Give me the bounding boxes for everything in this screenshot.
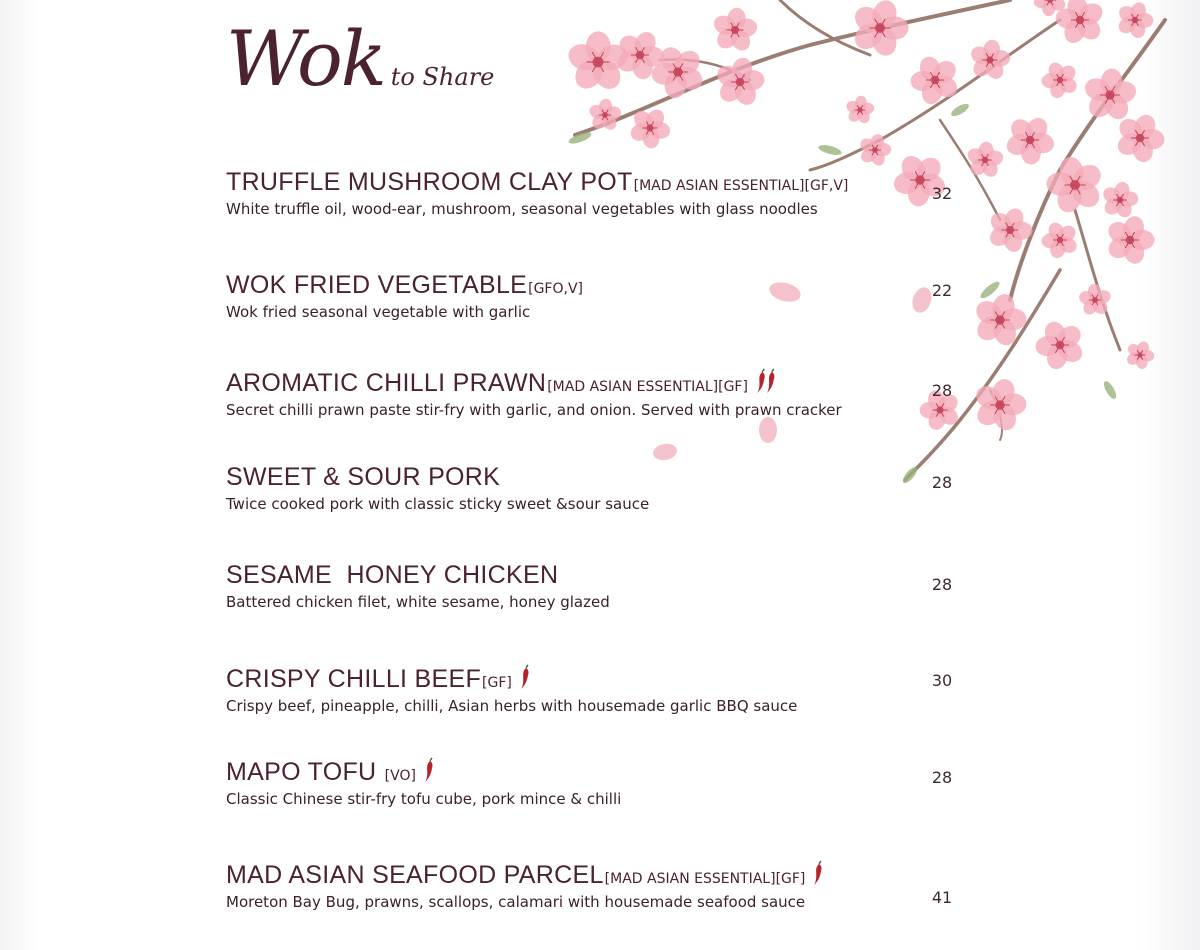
blossom-flower: [968, 39, 1011, 82]
blossom-flower: [1041, 220, 1080, 260]
dish-price: 28: [931, 768, 953, 787]
dish-description: Classic Chinese stir-fry tofu cube, pork mince & chilli: [226, 790, 622, 808]
title-main: Wok: [226, 14, 385, 103]
dish-tags: [GF]: [482, 675, 512, 691]
dish-name: SESAME HONEY CHICKEN: [226, 561, 559, 589]
chili-pepper-icon: [813, 860, 825, 890]
dish-price: 28: [931, 575, 953, 594]
menu-item: [226, 168, 848, 218]
menu-item: [226, 857, 825, 911]
blossom-flower: [1081, 68, 1138, 124]
chili-pepper-icon: [756, 368, 780, 398]
blossom-flower: [1041, 60, 1080, 100]
dish-price: 41: [931, 888, 953, 907]
blossom-flower: [844, 95, 875, 125]
dish-description: Moreton Bay Bug, prawns, scallops, calamari with housemade seafood sauce: [226, 893, 806, 911]
dish-description: Twice cooked pork with classic sticky sweet &sour sauce: [226, 495, 650, 513]
blossom-flower: [965, 141, 1004, 180]
dish-description: Battered chicken filet, white sesame, honey glazed: [226, 593, 610, 611]
dish-name: MAPO TOFU: [226, 758, 384, 786]
dish-name: CRISPY CHILLI BEEF: [226, 665, 482, 693]
dish-name: AROMATIC CHILLI PRAWN: [226, 369, 547, 397]
blossom-flower: [1046, 154, 1106, 216]
blossom-flower: [1035, 318, 1086, 371]
blossom-flower: [711, 7, 759, 54]
menu-item: [226, 365, 842, 419]
dish-price: 28: [931, 473, 953, 492]
dish-name: SWEET & SOUR PORK: [226, 463, 501, 491]
chili-pepper-icon: [520, 664, 532, 694]
dish-description: Wok fried seasonal vegetable with garlic: [226, 303, 531, 321]
dish-description: Crispy beef, pineapple, chilli, Asian herbs with housemade garlic BBQ sauce: [226, 697, 798, 715]
dish-price: 32: [931, 184, 953, 203]
dish-tags: [MAD ASIAN ESSENTIAL][GF,V]: [633, 178, 849, 194]
dish-tags: [VO]: [384, 768, 416, 784]
blossom-flower: [1125, 340, 1155, 371]
blossom-flower: [1004, 114, 1057, 165]
dish-description: Secret chilli prawn paste stir-fry with garlic, and onion. Served with prawn cracker: [226, 401, 842, 419]
blossom-flower: [910, 54, 961, 107]
chili-pepper-icon: [424, 757, 436, 787]
title-sub: to Share: [390, 63, 495, 91]
dish-tags: [MAD ASIAN ESSENTIAL][GF]: [604, 871, 806, 887]
dish-price: 22: [931, 281, 953, 300]
dish-description: White truffle oil, wood-ear, mushroom, seasonal vegetables with glass noodles: [226, 200, 818, 218]
dish-name: TRUFFLE MUSHROOM CLAY POT: [226, 168, 633, 196]
blossom-flower: [1104, 214, 1155, 267]
dish-price: 30: [931, 671, 953, 690]
menu-item: [226, 561, 610, 611]
blossom-flower: [1115, 0, 1153, 40]
dish-price: 28: [931, 381, 953, 400]
dish-name: MAD ASIAN SEAFOOD PARCEL: [226, 861, 604, 889]
menu-item: [226, 463, 649, 513]
blossom-flower: [1114, 112, 1166, 165]
page-title: [226, 14, 494, 103]
menu-item: [226, 271, 583, 321]
dish-tags: [GFO,V]: [528, 281, 583, 297]
menu-item: [226, 754, 621, 808]
dish-name: WOK FRIED VEGETABLE: [226, 271, 528, 299]
blossom-flower: [972, 377, 1027, 434]
blossom-flower: [1100, 180, 1139, 219]
dish-tags: [MAD ASIAN ESSENTIAL][GF]: [547, 379, 748, 395]
menu-item: [226, 661, 797, 715]
blossom-flower: [714, 56, 766, 108]
